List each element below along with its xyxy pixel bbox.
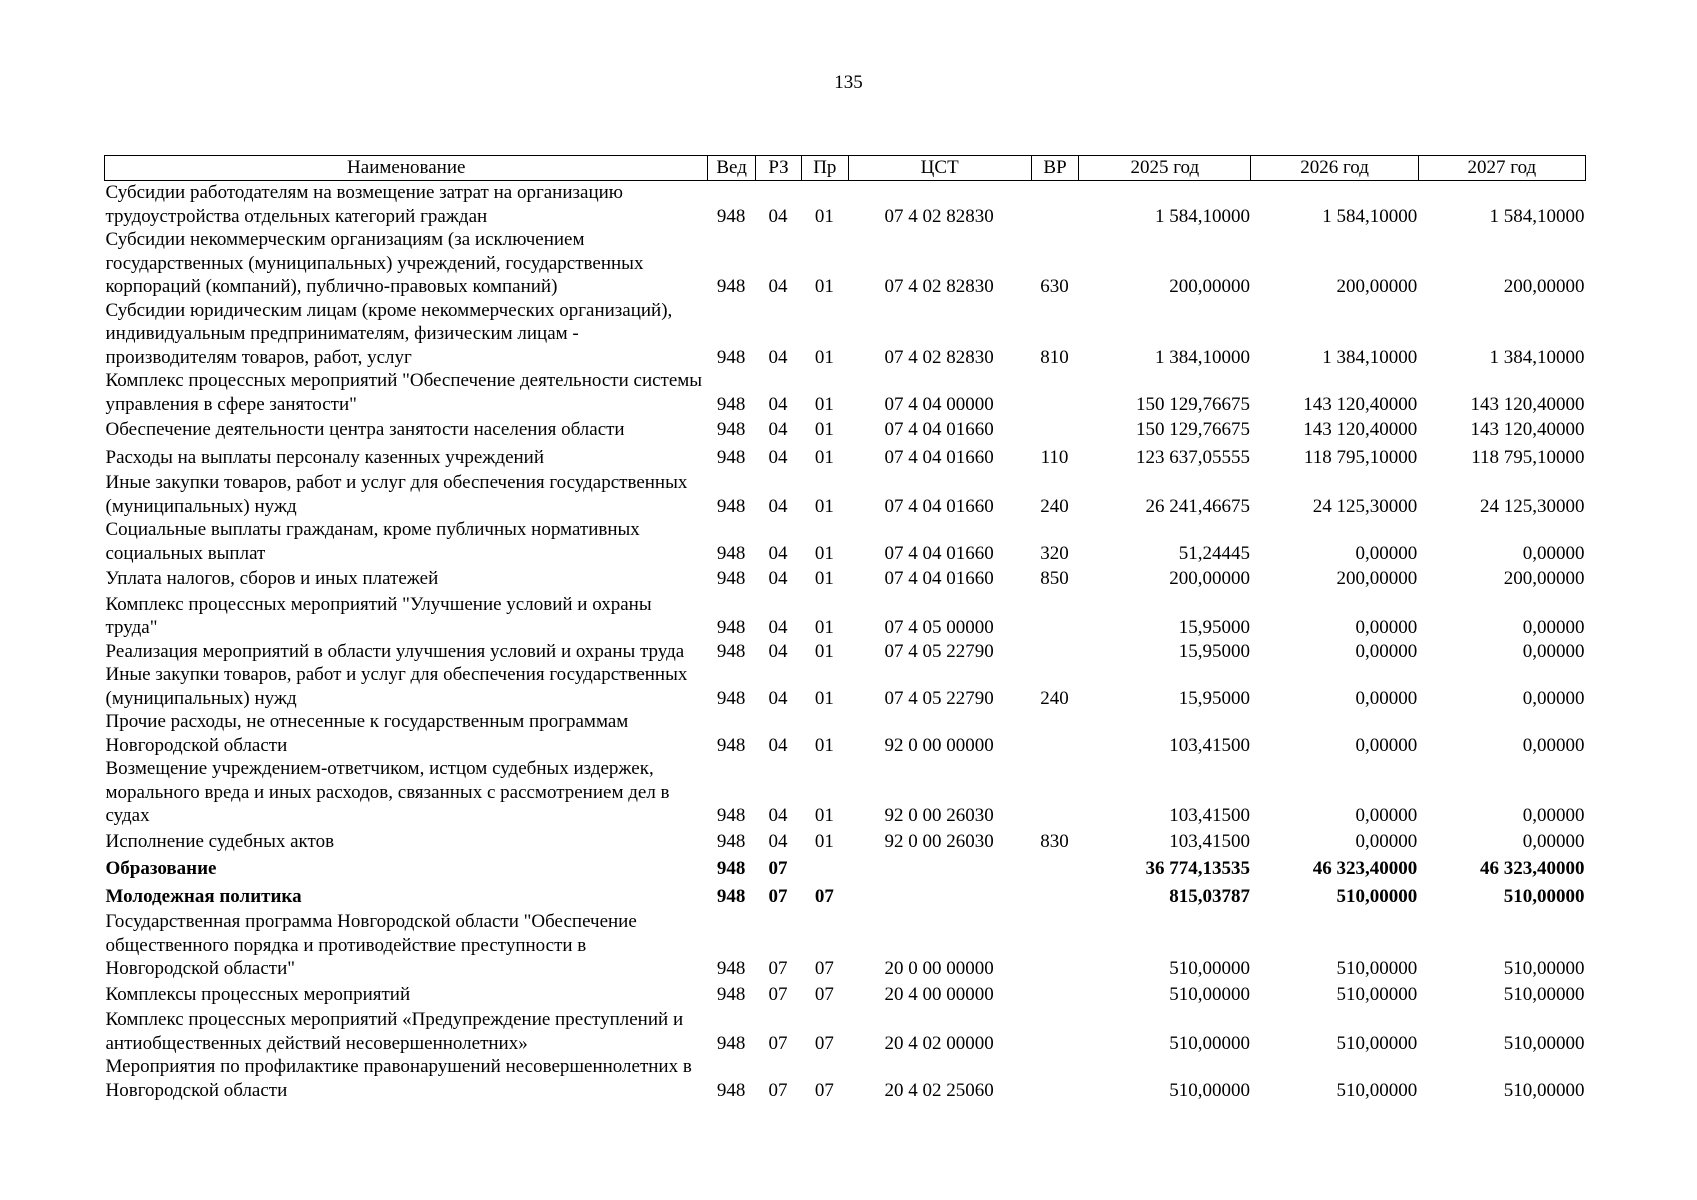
table-row [105, 181, 1586, 229]
table-row [105, 1055, 1586, 1102]
cell-2026: 1 584,10000 [1322, 205, 1418, 227]
cell-2025: 103,41500 [1169, 830, 1250, 852]
cell-name: Субсидии юридическим лицам (кроме некоммерческих организаций), индивидуальным предпринимателям, физическим лицам - производителям товаров, работ, услуг [105, 299, 673, 368]
cell-vr [1031, 710, 1078, 757]
cell-vr [1031, 757, 1078, 828]
cell-name: Социальные выплаты гражданам, кроме публичных нормативных социальных выплат [105, 519, 640, 564]
cell-rz: 07 [768, 1032, 788, 1054]
cell-2027: 510,00000 [1503, 885, 1585, 907]
cell-2025: 200,00000 [1169, 568, 1250, 589]
table-row [105, 855, 1586, 883]
cell-2026: 143 120,40000 [1303, 393, 1418, 415]
cell-2026: 0,00000 [1355, 734, 1418, 756]
table-row [105, 640, 1586, 664]
cell-pr: 01 [814, 276, 834, 297]
cell-name: Молодежная политика [105, 885, 302, 907]
cell-pr: 07 [814, 958, 834, 979]
cell-2026: 24 125,30000 [1312, 495, 1418, 517]
cell-2025: 150 129,76675 [1135, 393, 1250, 415]
page-number: 135 [834, 72, 863, 93]
cell-2027: 0,00000 [1522, 640, 1585, 662]
cell-vr: 110 [1040, 446, 1069, 468]
table-row [105, 444, 1586, 472]
cell-rz: 04 [768, 419, 788, 440]
cell-pr: 01 [814, 419, 834, 440]
cell-ved: 948 [716, 1032, 746, 1054]
cell-pr: 01 [814, 495, 834, 517]
table-body [105, 181, 1586, 1103]
cell-ved: 948 [716, 419, 746, 440]
cell-pr: 01 [814, 617, 834, 638]
cell-vr [1031, 416, 1078, 444]
cell-rz: 04 [768, 393, 788, 415]
cell-2025: 15,95000 [1178, 640, 1250, 662]
cell-2026: 510,00000 [1336, 885, 1418, 907]
table-row [105, 883, 1586, 911]
cell-vr [1031, 593, 1078, 640]
cell-rz: 07 [768, 1079, 788, 1101]
cell-pr: 01 [814, 205, 834, 227]
cell-2025: 200,00000 [1169, 276, 1250, 297]
table-row [105, 828, 1586, 856]
cell-pr: 01 [814, 805, 834, 826]
header-ved: Вед [708, 156, 755, 181]
cell-2025: 510,00000 [1169, 983, 1250, 1005]
cell-2026: 200,00000 [1336, 568, 1418, 589]
cell-name: Реализация мероприятий в области улучшения условий и охраны труда [105, 640, 685, 662]
cell-ved: 948 [716, 687, 746, 709]
cell-pr: 01 [814, 393, 834, 415]
cell-cst [848, 883, 1031, 911]
cell-cst: 92 0 00 26030 [884, 830, 994, 852]
cell-vr: 830 [1040, 830, 1069, 852]
cell-pr: 01 [814, 346, 834, 368]
cell-2025: 15,95000 [1178, 687, 1250, 709]
cell-vr: 850 [1040, 568, 1069, 589]
cell-rz: 07 [768, 885, 788, 907]
table-row [105, 593, 1586, 640]
cell-vr: 240 [1040, 687, 1069, 709]
cell-2027: 510,00000 [1503, 1079, 1585, 1101]
cell-rz: 04 [768, 640, 788, 662]
cell-2025: 815,03787 [1169, 885, 1250, 907]
cell-2027: 118 795,10000 [1471, 446, 1585, 468]
cell-cst: 07 4 04 01660 [884, 542, 994, 564]
cell-ved: 948 [716, 830, 746, 852]
cell-cst: 07 4 02 82830 [884, 205, 994, 227]
cell-2025: 510,00000 [1169, 1079, 1250, 1101]
cell-rz: 04 [768, 687, 788, 709]
cell-vr: 810 [1040, 346, 1069, 368]
cell-rz: 07 [768, 983, 788, 1005]
cell-ved: 948 [716, 640, 746, 662]
cell-ved: 948 [716, 734, 746, 756]
cell-2027: 46 323,40000 [1480, 858, 1585, 879]
cell-pr: 07 [814, 1032, 834, 1054]
table-row [105, 663, 1586, 710]
cell-pr: 01 [814, 568, 834, 589]
cell-name: Комплекс процессных мероприятий «Предупреждение преступлений и антиобщественных действий несовершеннолетних» [105, 1009, 684, 1054]
cell-pr [802, 855, 848, 883]
cell-2027: 0,00000 [1522, 805, 1585, 826]
cell-2025: 36 774,13535 [1145, 858, 1250, 879]
cell-2027: 0,00000 [1522, 830, 1585, 852]
cell-vr [1031, 981, 1078, 1009]
header-2025: 2025 год [1079, 156, 1251, 181]
table-row [105, 416, 1586, 444]
cell-2026: 0,00000 [1355, 687, 1418, 709]
cell-cst: 07 4 04 01660 [884, 495, 994, 517]
cell-2027: 510,00000 [1503, 958, 1585, 979]
table-row [105, 981, 1586, 1009]
cell-name: Уплата налогов, сборов и иных платежей [105, 568, 439, 589]
table-row [105, 369, 1586, 416]
table-row [105, 910, 1586, 981]
cell-cst [848, 855, 1031, 883]
cell-ved: 948 [716, 858, 746, 879]
cell-rz: 04 [768, 734, 788, 756]
cell-rz: 04 [768, 617, 788, 638]
cell-2026: 0,00000 [1355, 805, 1418, 826]
cell-ved: 948 [716, 205, 746, 227]
cell-pr: 01 [814, 687, 834, 709]
cell-2026: 510,00000 [1336, 958, 1418, 979]
cell-pr: 07 [814, 885, 834, 907]
cell-rz: 07 [768, 858, 788, 879]
cell-2027: 510,00000 [1503, 1032, 1585, 1054]
cell-cst: 92 0 00 26030 [884, 805, 994, 826]
table-row [105, 565, 1586, 593]
cell-name: Субсидии некоммерческим организациям (за исключением государственных (муниципальных) учреждений, государственных корпораций (компаний), публично-правовых компаний) [105, 229, 644, 297]
cell-ved: 948 [716, 446, 746, 468]
cell-cst: 20 0 00 00000 [884, 958, 994, 979]
cell-vr [1031, 1008, 1078, 1055]
table-row [105, 710, 1586, 757]
cell-ved: 948 [716, 958, 746, 979]
cell-ved: 948 [716, 276, 746, 297]
cell-2025: 1 584,10000 [1154, 205, 1250, 227]
cell-2027: 0,00000 [1522, 734, 1585, 756]
table-row [105, 471, 1586, 518]
budget-table [104, 155, 1586, 1102]
cell-2026: 143 120,40000 [1303, 419, 1418, 440]
cell-cst: 07 4 05 22790 [884, 687, 994, 709]
cell-cst: 07 4 04 01660 [884, 568, 994, 589]
table-row [105, 757, 1586, 828]
cell-ved: 948 [716, 805, 746, 826]
cell-rz: 04 [768, 205, 788, 227]
cell-rz: 07 [768, 958, 788, 979]
table-row [105, 518, 1586, 565]
cell-2027: 143 120,40000 [1470, 419, 1585, 440]
header-cst: ЦСТ [848, 156, 1031, 181]
cell-rz: 04 [768, 805, 788, 826]
header-rz: РЗ [755, 156, 801, 181]
cell-ved: 948 [716, 1079, 746, 1101]
cell-2026: 0,00000 [1355, 617, 1418, 638]
cell-2027: 1 584,10000 [1489, 205, 1585, 227]
cell-2026: 1 384,10000 [1322, 346, 1418, 368]
cell-2027: 200,00000 [1503, 568, 1585, 589]
header-name: Наименование [105, 156, 708, 181]
cell-cst: 20 4 02 00000 [884, 1032, 994, 1054]
cell-name: Обеспечение деятельности центра занятости населения области [105, 419, 625, 440]
cell-2026: 0,00000 [1355, 640, 1418, 662]
cell-2026: 0,00000 [1355, 542, 1418, 564]
cell-cst: 20 4 02 25060 [884, 1079, 994, 1101]
cell-ved: 948 [716, 393, 746, 415]
cell-2025: 1 384,10000 [1154, 346, 1250, 368]
cell-pr: 01 [814, 734, 834, 756]
cell-vr: 320 [1040, 542, 1069, 564]
cell-ved: 948 [716, 346, 746, 368]
cell-pr: 01 [814, 542, 834, 564]
cell-2025: 26 241,46675 [1145, 495, 1250, 517]
cell-2026: 200,00000 [1336, 276, 1418, 297]
table-header-row [105, 156, 1586, 181]
cell-name: Образование [105, 858, 217, 879]
cell-2026: 118 795,10000 [1303, 446, 1418, 468]
cell-cst: 07 4 04 01660 [884, 419, 994, 440]
cell-2027: 200,00000 [1503, 276, 1585, 297]
cell-name: Комплекс процессных мероприятий "Улучшение условий и охраны труда" [105, 593, 652, 638]
cell-cst: 07 4 05 00000 [884, 617, 994, 638]
cell-2027: 1 384,10000 [1489, 346, 1585, 368]
cell-name: Иные закупки товаров, работ и услуг для обеспечения государственных (муниципальных) нужд [105, 472, 688, 517]
cell-2027: 0,00000 [1522, 617, 1585, 638]
cell-2027: 24 125,30000 [1480, 495, 1585, 517]
cell-ved: 948 [716, 495, 746, 517]
cell-ved: 948 [716, 983, 746, 1005]
cell-2026: 0,00000 [1355, 830, 1418, 852]
cell-vr [1031, 1055, 1078, 1102]
cell-vr [1031, 181, 1078, 229]
cell-2025: 123 637,05555 [1135, 446, 1250, 468]
cell-rz: 04 [768, 346, 788, 368]
cell-cst: 92 0 00 00000 [884, 734, 994, 756]
cell-pr: 01 [814, 640, 834, 662]
cell-ved: 948 [716, 568, 746, 589]
header-2026: 2026 год [1251, 156, 1418, 181]
cell-vr [1031, 369, 1078, 416]
cell-2025: 150 129,76675 [1135, 419, 1250, 440]
cell-pr: 07 [814, 983, 834, 1005]
header-pr: Пр [802, 156, 848, 181]
cell-cst: 07 4 04 01660 [884, 446, 994, 468]
cell-2025: 15,95000 [1178, 617, 1250, 638]
cell-name: Государственная программа Новгородской области "Обеспечение общественного порядка и противодействие преступности в Новгородской области" [105, 911, 637, 979]
cell-2026: 46 323,40000 [1312, 858, 1418, 879]
cell-name: Иные закупки товаров, работ и услуг для обеспечения государственных (муниципальных) нужд [105, 664, 688, 709]
cell-name: Прочие расходы, не отнесенные к государственным программам Новгородской области [105, 711, 629, 756]
cell-rz: 04 [768, 830, 788, 852]
cell-2026: 510,00000 [1336, 1079, 1418, 1101]
cell-name: Субсидии работодателям на возмещение затрат на организацию трудоустройства отдельных категорий граждан [105, 182, 623, 227]
cell-cst: 07 4 05 22790 [884, 640, 994, 662]
cell-ved: 948 [716, 885, 746, 907]
cell-vr [1031, 855, 1078, 883]
cell-ved: 948 [716, 617, 746, 638]
cell-2027: 0,00000 [1522, 687, 1585, 709]
cell-pr: 01 [814, 446, 834, 468]
cell-vr: 240 [1040, 495, 1069, 517]
cell-2025: 103,41500 [1169, 734, 1250, 756]
cell-cst: 20 4 00 00000 [884, 983, 994, 1005]
cell-2026: 510,00000 [1336, 1032, 1418, 1054]
cell-2027: 510,00000 [1503, 983, 1585, 1005]
cell-cst: 07 4 02 82830 [884, 276, 994, 297]
cell-pr: 01 [814, 830, 834, 852]
cell-name: Комплексы процессных мероприятий [105, 983, 411, 1005]
cell-rz: 04 [768, 276, 788, 297]
header-2027: 2027 год [1418, 156, 1585, 181]
cell-2025: 103,41500 [1169, 805, 1250, 826]
cell-rz: 04 [768, 495, 788, 517]
cell-vr: 630 [1040, 276, 1069, 297]
cell-2027: 143 120,40000 [1470, 393, 1585, 415]
table-row [105, 1008, 1586, 1055]
cell-rz: 04 [768, 568, 788, 589]
cell-name: Исполнение судебных актов [105, 830, 335, 852]
cell-2025: 510,00000 [1169, 1032, 1250, 1054]
table-row [105, 299, 1586, 370]
cell-ved: 948 [716, 542, 746, 564]
cell-vr [1031, 883, 1078, 911]
cell-cst: 07 4 02 82830 [884, 346, 994, 368]
cell-rz: 04 [768, 542, 788, 564]
cell-rz: 04 [768, 446, 788, 468]
header-vr: ВР [1031, 156, 1078, 181]
cell-name: Возмещение учреждением-ответчиком, истцом судебных издержек, морального вреда и иных расходов, связанных с рассмотрением дел в судах [105, 758, 670, 826]
cell-2026: 510,00000 [1336, 983, 1418, 1005]
cell-2025: 510,00000 [1169, 958, 1250, 979]
cell-vr [1031, 640, 1078, 664]
cell-vr [1031, 910, 1078, 981]
cell-2025: 51,24445 [1178, 542, 1250, 564]
cell-2027: 0,00000 [1522, 542, 1585, 564]
cell-cst: 07 4 04 00000 [884, 393, 994, 415]
cell-pr: 07 [814, 1079, 834, 1101]
table-row [105, 228, 1586, 299]
cell-name: Расходы на выплаты персоналу казенных учреждений [105, 446, 545, 468]
cell-name: Комплекс процессных мероприятий "Обеспечение деятельности системы управления в сфере занятости" [105, 370, 703, 415]
cell-name: Мероприятия по профилактике правонарушений несовершеннолетних в Новгородской области [105, 1056, 692, 1101]
